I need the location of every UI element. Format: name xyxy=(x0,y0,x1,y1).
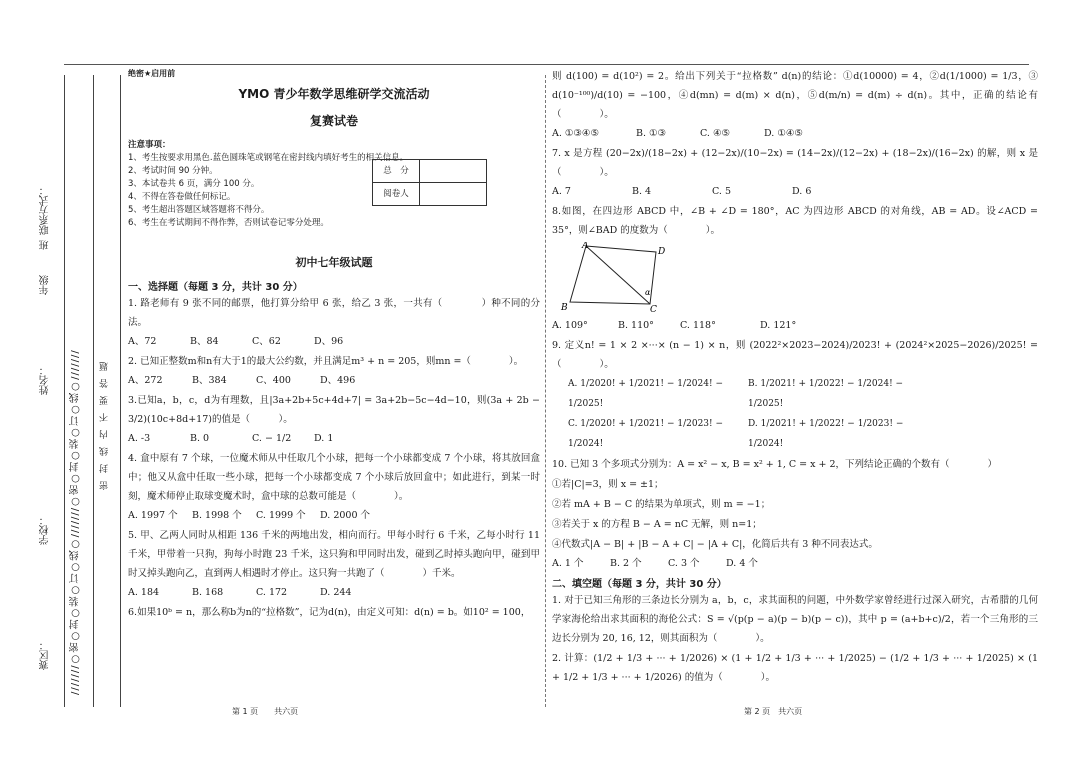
question-8-options xyxy=(552,316,1038,335)
option: D. ①④⑤ xyxy=(764,128,803,139)
question-8: 8.如图，在四边形 ABCD 中，∠B + ∠D = 180°，AC 为四边形 ABCD 的对角线，AB = AD。设∠ACD = 35°，则∠BAD 的度数为（ ）。 xyxy=(552,206,1038,236)
option: C. 172 xyxy=(256,587,288,598)
option: A、272 xyxy=(128,375,163,386)
question-10-statement: ③若关于 x 的方程 B − A = nC 无解，则 n=1； xyxy=(552,519,762,530)
grader-cell[interactable] xyxy=(420,183,487,206)
point-d-label: D xyxy=(658,247,666,257)
question-7: 7. x 是方程 (20−2x)/(18−2x) + (12−2x)/(10−2x) = (14−2x)/(12−2x) + (18−2x)/(16−2x) 的解，则 x 是（ ）。 xyxy=(552,148,1038,178)
point-c-label: C xyxy=(650,305,657,312)
point-b-label: B xyxy=(561,303,568,312)
question-7-options xyxy=(552,182,1038,201)
option: C、400 xyxy=(256,375,291,386)
point-a-label: A xyxy=(582,242,589,251)
field-class: 班 xyxy=(40,240,51,250)
page-number-right: 第 2 页 共六页 xyxy=(744,707,803,716)
exam-subtitle: 复赛试卷 xyxy=(309,114,358,128)
field-contact: 联系方式： xyxy=(40,185,51,235)
score-table xyxy=(372,159,487,206)
field-name: 姓名： xyxy=(40,365,51,395)
question-10: 10. 已知 3 个多项式分别为：A = x² − x, B = x² + 1, C = x + 2，下列结论正确的个数有（ ） xyxy=(552,459,998,470)
seal-line-text: ///////○密○封○装○订○线○///////○密○封○装○订○线○/////// xyxy=(70,349,81,695)
field-grade: 年级 xyxy=(40,275,51,295)
option: C. 5 xyxy=(712,186,732,197)
question-9-options xyxy=(568,374,1038,454)
field-school: 学校： xyxy=(40,515,51,545)
option: A. 184 xyxy=(128,587,160,598)
option: D. 1 xyxy=(314,433,334,444)
question-1-options xyxy=(128,332,540,351)
section-fill-title: 二、填空题（每题 3 分，共计 30 分） xyxy=(552,579,727,590)
question-6-continued: 则 d(100) = d(10²) = 2。给出下列关于“拉格数” d(n)的结论：①d(10000) = 4，②d(1/1000) = 1/3，③ d(10⁻¹⁰⁰)/d(10) = −100，④d(mn) = d(m) × d(n)，⑤d(m/n) = d(m) ÷ d(n)。其中，正确的结论有（ ）。 xyxy=(552,71,1038,120)
option: C. 118° xyxy=(680,320,716,331)
top-rule xyxy=(64,64,1029,65)
quadrilateral-diagram xyxy=(558,242,668,312)
option: D. 244 xyxy=(320,587,352,598)
question-9: 9. 定义n! = 1 × 2 ×···× (n − 1) × n，则 (2022²×2023−2024)/2023! + (2024²×2025−2026)/2025! =（ ）。 xyxy=(552,340,1038,370)
exam-title: YMO 青少年数学思维研学交流活动 xyxy=(238,87,430,101)
grader-label: 阅卷人 xyxy=(373,183,420,206)
question-5-options xyxy=(128,583,540,602)
option: A. 1/2020! + 1/2021! − 1/2024! − 1/2025! xyxy=(568,379,723,409)
question-2-options xyxy=(128,371,540,390)
fill-question-1: 1. 对于已知三角形的三条边长分别为 a，b，c，求其面积的问题，中外数学家曾经进行过深入研究，古希腊的几何学家海伦给出求其面积的海伦公式：S = √(p(p − a)(p − b)(p − c))，其中 p = (a+b+c)/2，若一个三角形的三边长分别为 20, 16, 12，则其面积为（ ）。 xyxy=(552,595,1038,644)
question-4: 4. 盒中原有 7 个球，一位魔术师从中任取几个小球，把每一个小球都变成 7 个小球，将其放回盒中；他又从盒中任取一些小球，把每一个小球都变成 7 个小球后放回盒中；如此进行，到某一时刻，魔术师停止取球变魔术时，盒中球的总数可能是（ ）。 xyxy=(128,453,540,502)
binding-rule xyxy=(120,75,121,707)
option: A. 1997 个 xyxy=(128,510,178,521)
option: A、72 xyxy=(128,336,157,347)
option: D. 6 xyxy=(792,186,812,197)
notice-title: 注意事项： xyxy=(128,140,171,150)
option: A. 7 xyxy=(552,186,571,197)
question-6-options xyxy=(552,124,1038,143)
left-column xyxy=(128,66,540,622)
question-1: 1. 路老师有 9 张不同的邮票，他打算分给甲 6 张，给乙 3 张，一共有（ ）种不同的分法。 xyxy=(128,298,540,328)
question-2: 2. 已知正整数m和n有大于1的最大公约数，并且满足m³ + n = 205，则mn =（ ）。 xyxy=(128,356,524,367)
column-divider xyxy=(545,75,546,707)
angle-alpha-label: α xyxy=(645,288,651,297)
question-3: 3.已知a，b，c，d为有理数，且|3a+2b+5c+4d+7| = 3a+2b−5c−4d−10，则(3a + 2b − 3/2)(10c+8d+17)的值是（ ）。 xyxy=(128,395,540,425)
field-region: 赛区： xyxy=(40,640,51,670)
option: A. 109° xyxy=(552,320,588,331)
option: D. 2000 个 xyxy=(320,510,371,521)
question-3-options xyxy=(128,429,540,448)
option: D、496 xyxy=(320,375,356,386)
option: B. 1/2021! + 1/2022! − 1/2024! − 1/2025! xyxy=(748,379,904,409)
question-5: 5. 甲、乙两人同时从相距 136 千米的两地出发，相向而行。甲每小时行 6 千米，乙每小时行 11 千米，甲带着一只狗，狗每小时跑 23 千米，这只狗和甲同时出发，碰到乙时掉头跑向甲，碰到甲时又掉头跑向乙，直到两人相遇时才停止。这只狗一共跑了（ ）千米。 xyxy=(128,530,540,579)
page-number-left: 第 1 页 共六页 xyxy=(232,707,299,716)
option: C. 3 个 xyxy=(668,558,700,569)
notice-item: 1、考生按要求用黑色.蓝色圆珠笔或钢笔在密封线内填好考生的相关信息。 xyxy=(128,153,409,163)
notice-item: 4、不得在答卷做任何标记。 xyxy=(128,192,236,202)
section-choice-title: 一、选择题（每题 3 分，共计 30 分） xyxy=(128,282,303,293)
option: B. 0 xyxy=(190,433,210,444)
option: A. ①③④⑤ xyxy=(552,128,599,139)
notice-item: 6、考生在考试期间不得作弊，否则试卷记零分处理。 xyxy=(128,218,329,228)
notice-block xyxy=(128,139,540,230)
option: A. -3 xyxy=(128,433,151,444)
question-6: 6.如果10ᵇ = n，那么称b为n的“拉格数”，记为d(n)，由定义可知：d(n) = b。如10² = 100， xyxy=(128,607,531,618)
option: C. 1/2020! + 1/2021! − 1/2023! − 1/2024! xyxy=(568,419,724,449)
question-4-options xyxy=(128,506,540,525)
option: B. 2 个 xyxy=(610,558,642,569)
fill-question-2: 2. 计算：(1/2 + 1/3 + ··· + 1/2026) × (1 + 1/2 + 1/3 + ··· + 1/2025) − (1/2 + 1/3 + ··· + 1/2025) × (1 + 1/2 + 1/3 + ··· + 1/2026) 的值为（ ）。 xyxy=(552,653,1038,683)
option: B、384 xyxy=(192,375,227,386)
total-score-cell[interactable] xyxy=(420,160,487,183)
option: A. 1 个 xyxy=(552,558,584,569)
option: C. 1999 个 xyxy=(256,510,306,521)
binding-rule xyxy=(64,75,65,707)
question-10-statement: ②若 mA + B − C 的结果为单项式，则 m = −1； xyxy=(552,499,771,510)
option: D. 1/2021! + 1/2022! − 1/2023! − 1/2024! xyxy=(748,419,904,449)
option: B、84 xyxy=(190,336,219,347)
option: C. ④⑤ xyxy=(700,128,731,139)
diagonal-ac xyxy=(586,246,650,304)
option: B. 4 xyxy=(632,186,652,197)
notice-item: 2、考试时间 90 分钟。 xyxy=(128,166,218,176)
right-column xyxy=(552,66,1038,687)
option: B. 168 xyxy=(192,587,224,598)
option: B. ①③ xyxy=(636,128,667,139)
question-10-statement: ④代数式|A − B| + |B − A + C| − |A + C|，化简后共有 3 种不同表达式。 xyxy=(552,539,878,550)
question-10-statement: ①若|C|=3，则 x = ±1； xyxy=(552,479,664,490)
seal-warning: 密封线内不要答题 xyxy=(100,354,110,490)
quadrilateral-abcd xyxy=(570,246,656,304)
grade-title: 初中七年级试题 xyxy=(295,256,373,269)
option: B. 110° xyxy=(618,320,654,331)
option: D、96 xyxy=(314,336,344,347)
option: C. − 1/2 xyxy=(252,433,292,444)
question-10-options xyxy=(552,554,1038,573)
notice-item: 3、本试卷共 6 页，满分 100 分。 xyxy=(128,179,260,189)
total-score-label: 总 分 xyxy=(373,160,420,183)
option: C、62 xyxy=(252,336,281,347)
option: D. 4 个 xyxy=(726,558,758,569)
binding-strip xyxy=(8,75,62,707)
binding-rule xyxy=(93,75,94,707)
option: B. 1998 个 xyxy=(192,510,242,521)
secret-label: 绝密★启用前 xyxy=(128,69,176,78)
notice-item: 5、考生超出答题区域答题将不得分。 xyxy=(128,205,270,215)
option: D. 121° xyxy=(760,320,797,331)
